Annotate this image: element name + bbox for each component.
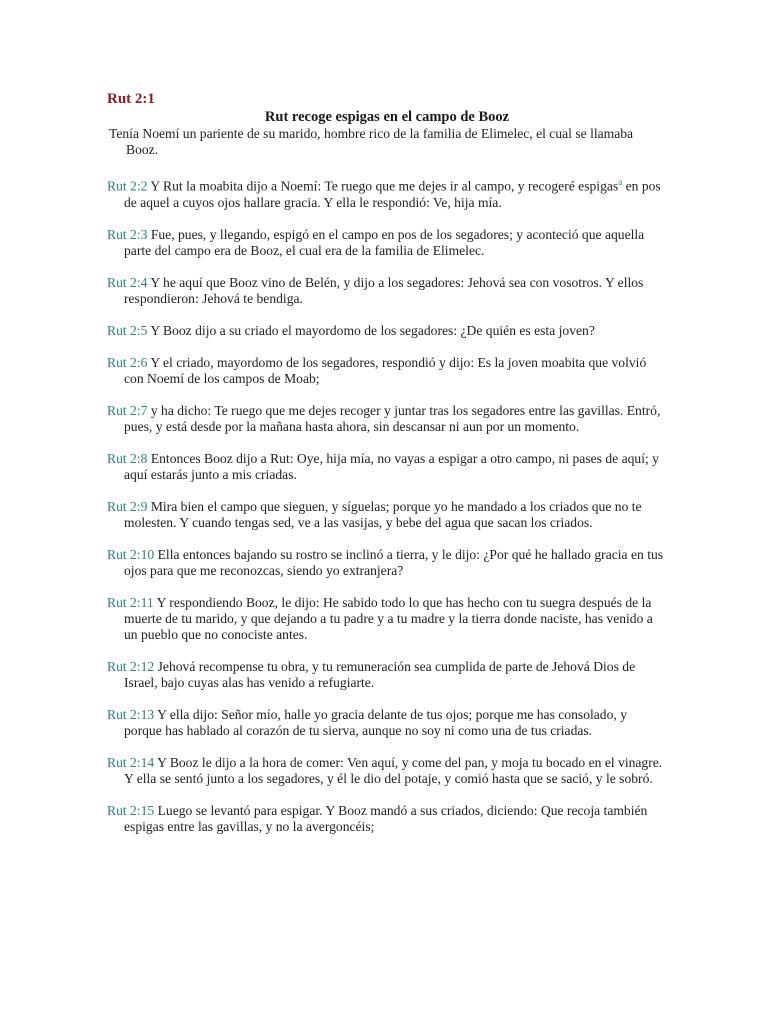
document-body <box>107 90 667 835</box>
verse-text: Y Booz le dijo a la hora de comer: Ven aquí, y come del pan, y moja tu bocado en el vinagre. Y ella se sentó junto a los segadores, y él le dio del potaje, y comió hasta que se sació, y le sobró. <box>124 754 663 786</box>
verse-13 <box>107 707 667 739</box>
verse-ref-link[interactable]: Rut 2:14 <box>107 754 155 770</box>
verse-3 <box>107 227 667 259</box>
footnote-marker[interactable]: a <box>618 177 623 187</box>
verse-ref-link[interactable]: Rut 2:6 <box>107 354 148 370</box>
verse-text: Fue, pues, y llegando, espigó en el campo en pos de los segadores; y aconteció que aquella parte del campo era de Booz, el cual era de la familia de Elimelec. <box>124 226 645 258</box>
verse-4 <box>107 275 667 307</box>
verse-5 <box>107 323 667 339</box>
verse-1-text: Tenía Noemí un pariente de su marido, hombre rico de la familia de Elimelec, el cual se llamaba Booz. <box>109 126 634 157</box>
verse-text: Entonces Booz dijo a Rut: Oye, hija mía, no vayas a espigar a otro campo, ni pases de aquí; y aquí estarás junto a mis criadas. <box>124 450 659 482</box>
verse-2 <box>107 174 667 211</box>
verse-2-text-a: Y Rut la moabita dijo a Noemí: Te ruego que me dejes ir al campo, y recogeré espigas <box>147 178 619 194</box>
section-title: Rut recoge espigas en el campo de Booz <box>264 109 510 125</box>
chapter-reference: Rut 2:1 <box>107 91 155 107</box>
verse-ref-link[interactable]: Rut 2:13 <box>107 706 155 722</box>
verse-ref-link[interactable]: Rut 2:8 <box>107 450 148 466</box>
verse-ref-link[interactable]: Rut 2:4 <box>107 274 148 290</box>
verse-11 <box>107 595 667 643</box>
verse-text: Mira bien el campo que sieguen, y síguelas; porque yo he mandado a los criados que no te molesten. Y cuando tengas sed, ve a las vasijas, y bebe del agua que sacan los criados. <box>124 498 642 530</box>
verse-list <box>107 211 667 835</box>
verse-ref-link[interactable]: Rut 2:5 <box>107 322 148 338</box>
verse-ref-link[interactable]: Rut 2:2 <box>107 178 148 194</box>
verse-text: Y el criado, mayordomo de los segadores, respondió y dijo: Es la joven moabita que volvió con Noemí de los campos de Moab; <box>124 354 647 386</box>
verse-text: Y he aquí que Booz vino de Belén, y dijo a los segadores: Jehová sea con vosotros. Y ellos respondieron: Jehová te bendiga. <box>124 274 644 306</box>
verse-text: Luego se levantó para espigar. Y Booz mandó a sus criados, diciendo: Que recoja también espigas entre las gavillas, y no la avergoncéis; <box>124 802 648 834</box>
verse-2-text-b: en pos de aquel a cuyos ojos hallare gracia. Y ella le respondió: Ve, hija mía. <box>124 178 661 210</box>
verse-text: Y Booz dijo a su criado el mayordomo de los segadores: ¿De quién es esta joven? <box>147 322 595 338</box>
verse-12 <box>107 659 667 691</box>
verse-10 <box>107 547 667 579</box>
verse-text: y ha dicho: Te ruego que me dejes recoger y juntar tras los segadores entre las gavillas. Entró, pues, y está desde por la mañana hasta ahora, sin descansar ni aun por un momento. <box>124 402 661 434</box>
verse-6 <box>107 355 667 387</box>
verse-text: Jehová recompense tu obra, y tu remuneración sea cumplida de parte de Jehová Dios de Israel, bajo cuyas alas has venido a refugiarte. <box>124 658 636 690</box>
verse-ref-link[interactable]: Rut 2:7 <box>107 402 148 418</box>
verse-text: Y respondiendo Booz, le dijo: He sabido todo lo que has hecho con tu suegra después de la muerte de tu marido, y que dejando a tu padre y a tu madre y la tierra donde naciste, has venido a un pueblo que no conociste antes. <box>124 594 653 642</box>
verse-14 <box>107 755 667 787</box>
verse-7 <box>107 403 667 435</box>
verse-ref-link[interactable]: Rut 2:10 <box>107 546 155 562</box>
verse-ref-link[interactable]: Rut 2:9 <box>107 498 148 514</box>
verse-ref-link[interactable]: Rut 2:12 <box>107 658 155 674</box>
verse-ref-link[interactable]: Rut 2:15 <box>107 802 155 818</box>
verse-text: Y ella dijo: Señor mío, halle yo gracia delante de tus ojos; porque me has consolado, y porque has hablado al corazón de tu sierva, aunque no soy ni como una de tus criadas. <box>124 706 627 738</box>
verse-text: Ella entonces bajando su rostro se inclinó a tierra, y le dijo: ¿Por qué he hallado gracia en tus ojos para que me reconozcas, siendo yo extranjera? <box>124 546 664 578</box>
verse-ref-link[interactable]: Rut 2:11 <box>107 594 154 610</box>
verse-1 <box>107 126 667 158</box>
verse-9 <box>107 499 667 531</box>
verse-8 <box>107 451 667 483</box>
verse-ref-link[interactable]: Rut 2:3 <box>107 226 148 242</box>
verse-15 <box>107 803 667 835</box>
